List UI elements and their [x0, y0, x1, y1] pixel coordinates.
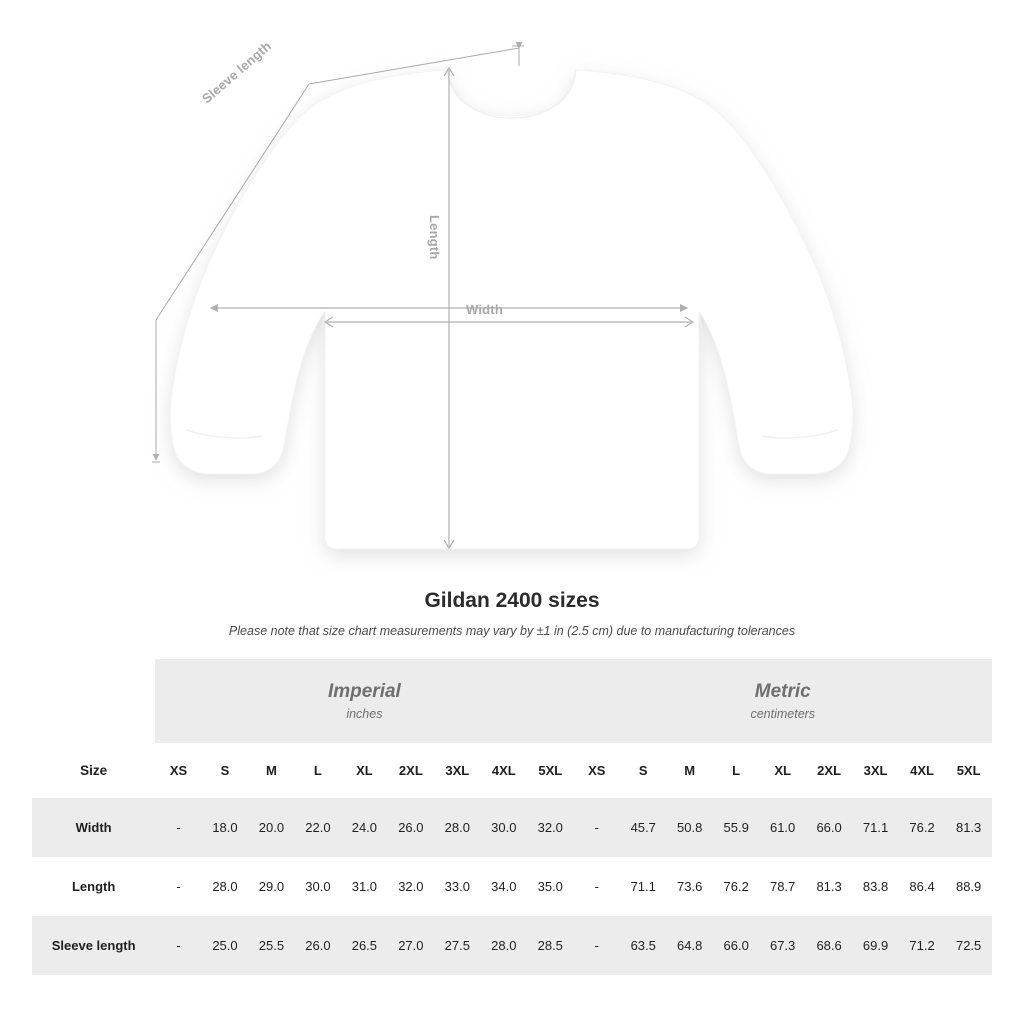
measurement-value-metric: 63.5 — [620, 916, 666, 975]
measurement-value-metric: 71.2 — [899, 916, 945, 975]
measurement-value-imperial: 35.0 — [527, 857, 574, 916]
measurement-value-metric: 68.6 — [806, 916, 852, 975]
size-column-header: 3XL — [852, 743, 898, 798]
size-column-header: 3XL — [434, 743, 480, 798]
size-chart-table — [32, 659, 992, 975]
size-column-header: XL — [759, 743, 805, 798]
table-row — [32, 857, 992, 916]
measurement-value-imperial: 28.0 — [434, 798, 480, 857]
measurement-value-metric: 67.3 — [759, 916, 805, 975]
measurement-value-metric: 76.2 — [899, 798, 945, 857]
size-column-header: XL — [341, 743, 387, 798]
measurement-value-imperial: 34.0 — [481, 857, 527, 916]
measurement-value-imperial: 30.0 — [481, 798, 527, 857]
table-row — [32, 798, 992, 857]
table-header-row — [32, 743, 992, 798]
size-column-header: 2XL — [388, 743, 434, 798]
unit-name: Metric — [754, 680, 811, 702]
tolerance-note: Please note that size chart measurements may vary by ±1 in (2.5 cm) due to manufacturing tolerances — [228, 624, 796, 638]
table-corner-cell — [32, 659, 155, 743]
size-column-header: 2XL — [806, 743, 852, 798]
measurement-label: Sleeve length — [32, 916, 155, 975]
measurement-value-metric: 66.0 — [806, 798, 852, 857]
measurement-value-imperial: 27.0 — [388, 916, 434, 975]
measurement-value-imperial: 28.5 — [527, 916, 574, 975]
measurement-value-imperial: 32.0 — [388, 857, 434, 916]
size-column-header: S — [620, 743, 666, 798]
length-label: Length — [427, 215, 442, 260]
measurement-value-metric: - — [574, 798, 620, 857]
measurement-value-imperial: - — [155, 916, 201, 975]
unit-banner-row — [32, 659, 992, 743]
measurement-value-imperial: 29.0 — [248, 857, 294, 916]
unit-subtitle: centimeters — [750, 707, 816, 722]
shirt-shape — [170, 70, 852, 549]
size-header-label: Size — [32, 743, 155, 798]
measurement-value-metric: - — [574, 857, 620, 916]
measurement-value-imperial: 28.0 — [202, 857, 248, 916]
width-label: Width — [466, 302, 503, 317]
measurement-value-metric: 66.0 — [713, 916, 759, 975]
measurement-value-imperial: 27.5 — [434, 916, 480, 975]
size-chart-table-wrapper — [0, 659, 1024, 975]
measurement-value-metric: 50.8 — [666, 798, 712, 857]
size-column-header: 4XL — [899, 743, 945, 798]
measurement-value-metric: 45.7 — [620, 798, 666, 857]
measurement-value-imperial: 30.0 — [295, 857, 341, 916]
measurement-value-imperial: - — [155, 798, 201, 857]
size-column-header: M — [248, 743, 294, 798]
measurement-value-metric: 69.9 — [852, 916, 898, 975]
size-column-header: 5XL — [945, 743, 992, 798]
measurement-value-metric: 83.8 — [852, 857, 898, 916]
measurement-value-metric: 61.0 — [759, 798, 805, 857]
measurement-value-imperial: 18.0 — [202, 798, 248, 857]
size-column-header: 5XL — [527, 743, 574, 798]
size-column-header: XS — [155, 743, 201, 798]
unit-subtitle: inches — [346, 707, 383, 722]
measurement-value-imperial: 25.5 — [248, 916, 294, 975]
measurement-value-imperial: - — [155, 857, 201, 916]
size-column-header: M — [666, 743, 712, 798]
size-column-header: L — [295, 743, 341, 798]
measurement-value-imperial: 20.0 — [248, 798, 294, 857]
measurement-value-metric: 81.3 — [806, 857, 852, 916]
size-column-header: 4XL — [481, 743, 527, 798]
measurement-value-imperial: 24.0 — [341, 798, 387, 857]
measurement-value-imperial: 33.0 — [434, 857, 480, 916]
measurement-label: Length — [32, 857, 155, 916]
measurement-value-imperial: 31.0 — [341, 857, 387, 916]
unit-banner-metric — [574, 659, 992, 743]
measurement-value-metric: 76.2 — [713, 857, 759, 916]
measurement-value-imperial: 22.0 — [295, 798, 341, 857]
measurement-label: Width — [32, 798, 155, 857]
measurement-value-metric: 64.8 — [666, 916, 712, 975]
measurement-value-imperial: 26.5 — [341, 916, 387, 975]
measurement-value-metric: 81.3 — [945, 798, 992, 857]
title-block — [0, 589, 1024, 638]
measurement-value-metric: 71.1 — [852, 798, 898, 857]
measurement-value-metric: 71.1 — [620, 857, 666, 916]
measurement-value-imperial: 26.0 — [295, 916, 341, 975]
measurement-value-metric: 72.5 — [945, 916, 992, 975]
measurement-value-imperial: 28.0 — [481, 916, 527, 975]
table-row — [32, 916, 992, 975]
size-column-header: L — [713, 743, 759, 798]
measurement-value-imperial: 26.0 — [388, 798, 434, 857]
unit-banner-imperial — [155, 659, 573, 743]
measurement-value-metric: 86.4 — [899, 857, 945, 916]
unit-name: Imperial — [327, 680, 401, 702]
measurement-value-metric: 73.6 — [666, 857, 712, 916]
page-title: Gildan 2400 sizes — [424, 589, 600, 612]
measurement-value-imperial: 32.0 — [527, 798, 574, 857]
sleeve-length-label: Sleeve length — [199, 38, 275, 107]
measurement-value-metric: 78.7 — [759, 857, 805, 916]
measurement-value-metric: 55.9 — [713, 798, 759, 857]
measurement-value-metric: - — [574, 916, 620, 975]
size-column-header: S — [202, 743, 248, 798]
size-column-header: XS — [574, 743, 620, 798]
measurement-value-metric: 88.9 — [945, 857, 992, 916]
measurement-value-imperial: 25.0 — [202, 916, 248, 975]
